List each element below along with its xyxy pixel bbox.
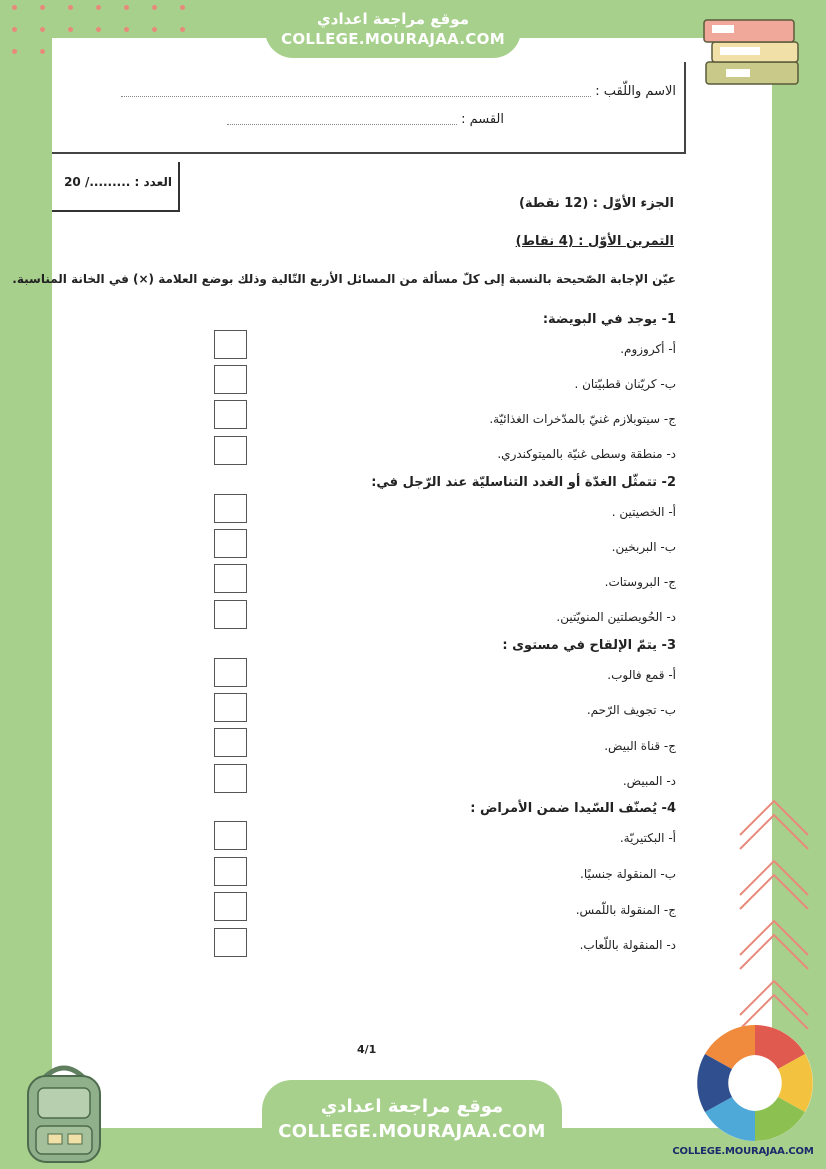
class-label: القسم : [461,112,504,127]
q2-checkbox-a[interactable] [214,494,247,523]
q1-option-b: ب- كريّنان قطبيّتان . [574,377,676,391]
site-banner-bottom[interactable] [262,1080,562,1169]
site-url: COLLEGE.MOURAJAA.COM [281,30,505,48]
site-url: COLLEGE.MOURAJAA.COM [278,1121,546,1142]
site-name-ar: موقع مراجعة اعدادي [320,1096,504,1117]
page-number: 4/1 [357,1043,377,1056]
q3-option-b: ب- تجويف الرّحم. [586,703,676,717]
q4-option-a: أ- البكتيريّة. [619,831,676,845]
chevron-up-icon [736,795,812,855]
q3-checkbox-c[interactable] [214,728,247,757]
q1-checkbox-a[interactable] [214,330,247,359]
name-row [121,84,676,99]
q4-option-c: ج- المنقولة باللّمس. [575,903,676,917]
q2-option-c: ج- البروستات. [604,575,676,589]
q2-option-b: ب- البربخين. [611,540,676,554]
q3-checkbox-d[interactable] [214,764,247,793]
class-row [227,112,504,127]
backpack-icon [14,1056,114,1166]
q4-checkbox-b[interactable] [214,857,247,886]
question-3-stem: 3- يتمّ الإلقاح في مستوى : [502,638,676,653]
q2-option-d: د- الحُويصلتين المنويّتين. [556,610,676,624]
class-field[interactable] [227,114,457,125]
site-name-ar: موقع مراجعة اعدادي [317,10,469,28]
q2-option-a: أ- الخصيتين . [611,505,676,519]
chevron-up-icon [736,915,812,975]
q1-checkbox-d[interactable] [214,436,247,465]
books-icon [698,12,808,92]
q3-option-d: د- المبيض. [622,774,676,788]
q3-option-a: أ- قمع فالوب. [607,668,676,682]
name-label: الاسم واللّقب : [595,84,676,99]
site-logo-icon[interactable] [694,1022,816,1144]
student-info-box [52,62,686,154]
instruction: عيّن الإجابة الصّحيحة بالنسبة إلى كلّ مسألة من المسائل الأربع التّالية وذلك بوضع العلامة (×) في الخانة المناسبة. [12,272,676,286]
q1-option-a: أ- أكروزوم. [620,342,676,356]
q2-checkbox-c[interactable] [214,564,247,593]
q2-checkbox-d[interactable] [214,600,247,629]
q4-checkbox-a[interactable] [214,821,247,850]
q3-checkbox-b[interactable] [214,693,247,722]
question-4-stem: 4- يُصنّف السّيدا ضمن الأمراض : [470,801,676,816]
name-field[interactable] [121,86,591,97]
question-1-stem: 1- يوجد في البويضة: [542,312,676,327]
chevron-up-icon [736,855,812,915]
exercise-title: التمرين الأوّل : (4 نقاط) [515,234,674,249]
q1-checkbox-c[interactable] [214,400,247,429]
q1-option-d: د- منطقة وسطى غنيّة بالميتوكندري. [497,447,676,461]
logo-caption: COLLEGE.MOURAJAA.COM [672,1146,814,1157]
q4-option-b: ب- المنقولة جنسيًا. [580,867,676,881]
q1-checkbox-b[interactable] [214,365,247,394]
part-title: الجزء الأوّل : (12 نقطة) [518,196,674,211]
q1-option-c: ج- سيتوبلازم غنيّ بالمدّخرات الغذائيّة. [489,412,676,426]
q4-checkbox-c[interactable] [214,892,247,921]
site-banner-top[interactable] [265,0,521,58]
q3-option-c: ج- قناة البيض. [604,739,676,753]
score-row [64,175,172,189]
q2-checkbox-b[interactable] [214,529,247,558]
score-label: العدد : [130,175,172,189]
question-2-stem: 2- تتمثّل الغدّة أو الغدد التناسليّة عند الرّجل في: [371,475,676,490]
q4-option-d: د- المنقولة باللّعاب. [579,938,676,952]
q3-checkbox-a[interactable] [214,658,247,687]
q4-checkbox-d[interactable] [214,928,247,957]
score-value[interactable]: ........./ 20 [64,175,131,189]
